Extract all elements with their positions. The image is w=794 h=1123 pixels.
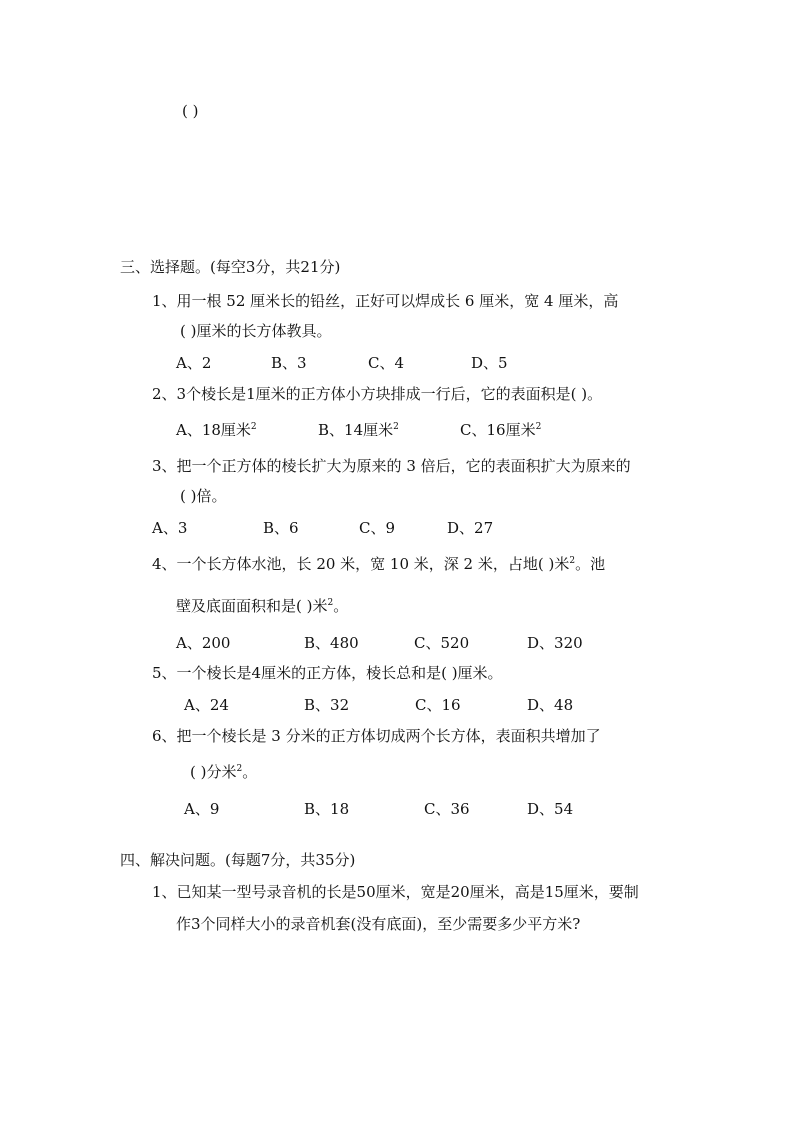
s3-q3-option-c: C、9: [359, 519, 396, 537]
s3-q6-option-d: D、54: [527, 800, 574, 818]
s3-q1-line2: ( )厘米的长方体教具。: [180, 322, 332, 340]
s3-q1-option-d: D、5: [471, 354, 508, 372]
s3-q3-option-a: A、3: [152, 519, 188, 537]
s4-q1-line2: 作3个同样大小的录音机套(没有底面)，至少需要多少平方米?: [176, 915, 581, 933]
s3-q1-option-c: C、4: [368, 354, 405, 372]
section4-heading: 四、解决问题。(每题7分，共35分): [120, 851, 356, 869]
s3-q1-line1: 1、用一根 52 厘米长的铅丝，正好可以焊成长 6 厘米，宽 4 厘米，高: [152, 292, 619, 310]
s3-q1-option-b: B、3: [271, 354, 307, 372]
s3-q4-line2: 壁及底面面积和是( )米$^2$。: [176, 597, 349, 615]
s3-q3-option-b: B、6: [263, 519, 299, 537]
s3-q4-option-b: B、480: [304, 634, 359, 652]
s3-q5-option-d: D、48: [527, 696, 574, 714]
s3-q2-option-c: C、16厘米$^2$: [460, 421, 542, 439]
s3-q3-line1: 3、把一个正方体的棱长扩大为原来的 3 倍后，它的表面积扩大为原来的: [152, 457, 631, 475]
s3-q3-option-d: D、27: [447, 519, 494, 537]
s3-q6-line2: ( )分米$^2$。: [190, 763, 258, 781]
s3-q5-line1: 5、一个棱长是4厘米的正方体，棱长总和是( )厘米。: [152, 664, 503, 682]
s3-q3-line2: ( )倍。: [180, 487, 227, 505]
s3-q2-option-b: B、14厘米$^2$: [318, 421, 399, 439]
s3-q2-line1: 2、3个棱长是1厘米的正方体小方块排成一行后，它的表面积是( )。: [152, 385, 603, 403]
s3-q4-option-a: A、200: [176, 634, 231, 652]
s3-q6-line1: 6、把一个棱长是 3 分米的正方体切成两个长方体，表面积共增加了: [152, 727, 601, 745]
s3-q6-option-c: C、36: [424, 800, 470, 818]
section3-heading: 三、选择题。(每空3分，共21分): [120, 258, 341, 276]
s3-q5-option-c: C、16: [415, 696, 461, 714]
s3-q5-option-a: A、24: [184, 696, 229, 714]
s3-q5-option-b: B、32: [304, 696, 350, 714]
s3-q6-option-b: B、18: [304, 800, 350, 818]
s3-q2-option-a: A、18厘米$^2$: [176, 421, 257, 439]
answer-blank-paren: ( ): [182, 102, 199, 120]
s3-q1-option-a: A、2: [176, 354, 212, 372]
s3-q6-option-a: A、9: [184, 800, 220, 818]
s4-q1-line1: 1、已知某一型号录音机的长是50厘米，宽是20厘米，高是15厘米，要制: [152, 883, 639, 901]
s3-q4-option-d: D、320: [527, 634, 583, 652]
s3-q4-line1: 4、一个长方体水池，长 20 米，宽 10 米，深 2 米，占地( )米$^2$。池: [152, 555, 606, 573]
s3-q4-option-c: C、520: [414, 634, 470, 652]
